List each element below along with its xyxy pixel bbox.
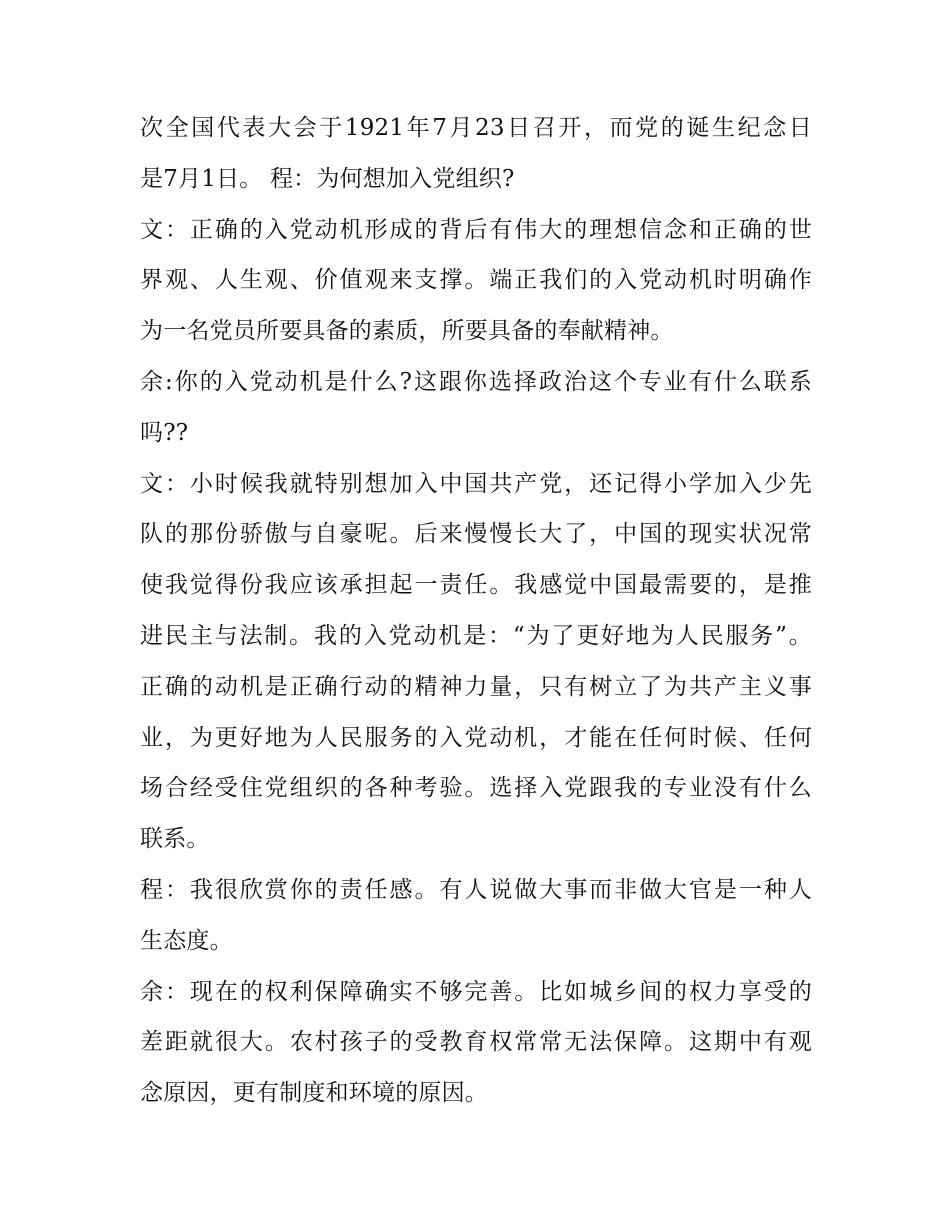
text-line: 使我觉得份我应该承担起一责任。我感觉中国最需要的，是推 <box>140 572 812 599</box>
text-line: 界观、人生观、价值观来支撑。端正我们的入党动机时明确作 <box>140 267 812 294</box>
text-line: 文：小时候我就特别想加入中国共产党，还记得小学加入少先 <box>140 470 812 497</box>
text-line: 程：我很欣赏你的责任感。有人说做大事而非做大官是一种人 <box>140 876 812 903</box>
text-line: 念原因，更有制度和环境的原因。 <box>140 1080 488 1107</box>
text-line: 文：正确的入党动机形成的背后有伟大的理想信念和正确的世 <box>140 216 812 243</box>
text-line: 进民主与法制。我的入党动机是：“为了更好地为人民服务”。 <box>140 622 812 649</box>
text-line: 余:你的入党动机是什么?这跟你选择政治这个专业有什么联系 <box>140 368 812 395</box>
text-line: 业，为更好地为人民服务的入党动机，才能在任何时候、任何 <box>140 724 812 751</box>
text-line: 联系。 <box>140 826 210 853</box>
text-line: 余：现在的权利保障确实不够完善。比如城乡间的权力享受的 <box>140 978 812 1005</box>
text-line: 差距就很大。农村孩子的受教育权常常无法保障。这期中有观 <box>140 1029 812 1056</box>
text-line: 为一名党员所要具备的素质，所要具备的奉献精神。 <box>140 318 674 345</box>
document-page <box>140 103 812 1119</box>
text-line: 是7月1日。 程：为何想加入党组织? <box>140 165 515 192</box>
text-line: 次全国代表大会于1921年7月23日召开，而党的诞生纪念日 <box>140 115 812 141</box>
text-line: 正确的动机是正确行动的精神力量，只有树立了为共产主义事 <box>140 673 812 700</box>
text-line: 生态度。 <box>140 927 233 954</box>
text-line: 场合经受住党组织的各种考验。选择入党跟我的专业没有什么 <box>140 775 812 802</box>
text-line: 吗?? <box>140 419 189 446</box>
text-line: 队的那份骄傲与自豪呢。后来慢慢长大了，中国的现实状况常 <box>140 521 812 548</box>
